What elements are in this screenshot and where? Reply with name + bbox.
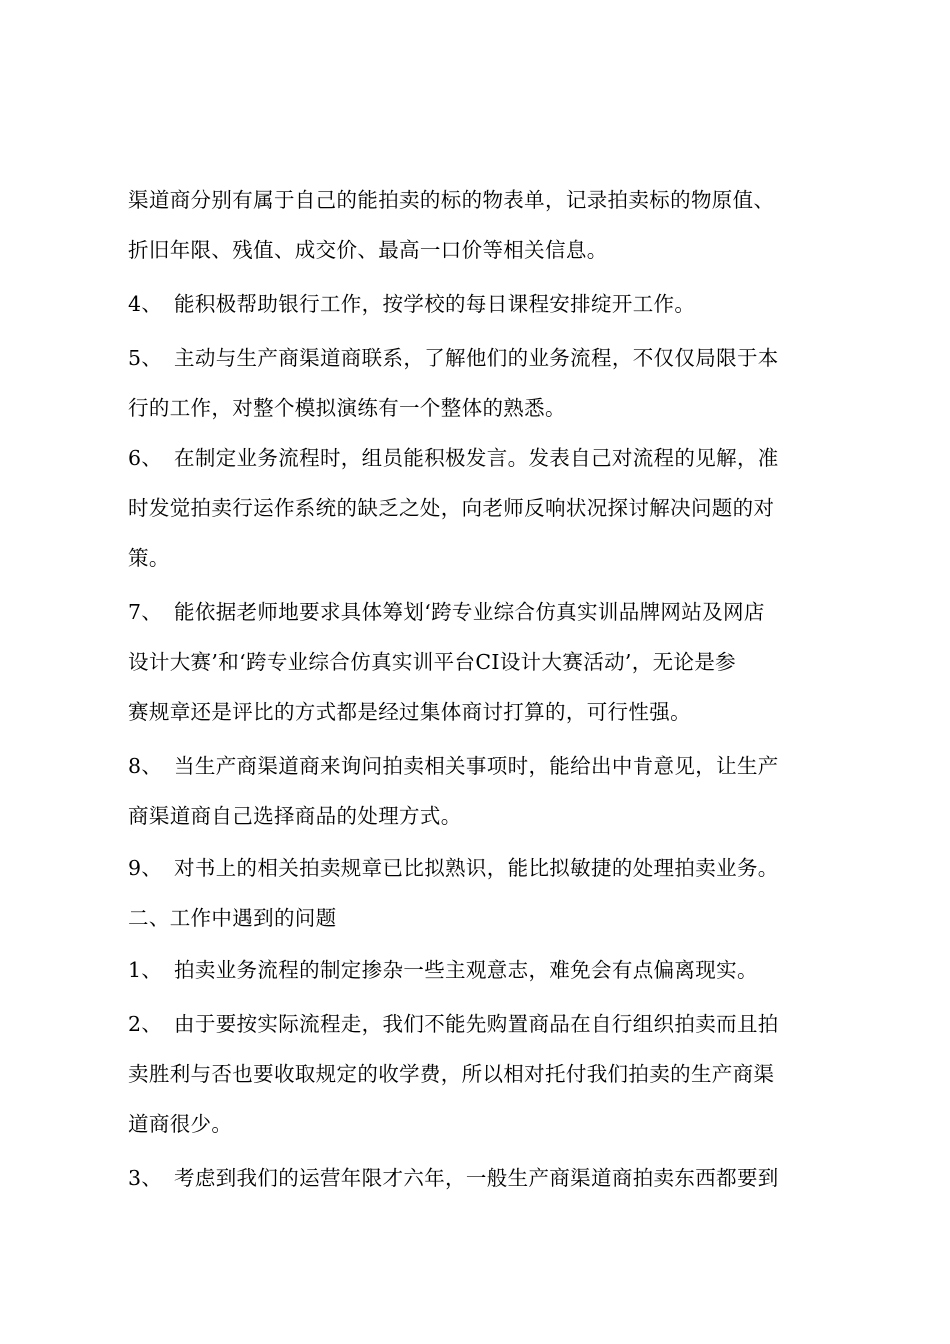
paragraph-line: 渠道商分别有属于自己的能拍卖的标的物表单，记录拍卖标的物原值、: [128, 188, 775, 212]
paragraph-line: 折旧年限、残值、成交价、最高一口价等相关信息。: [128, 238, 608, 262]
list-item-text: 由于要按实际流程走，我们不能先购置商品在自行组织拍卖而且拍: [174, 1012, 779, 1036]
list-item-text: 能积极帮助银行工作，按学校的每日课程安排绽开工作。: [174, 292, 696, 316]
list-item-text: 能依据老师地要求具体筹划‘跨专业综合仿真实训品牌网站及网店: [174, 600, 765, 624]
list-item-text: 行的工作，对整个模拟演练有一个整体的熟悉。: [128, 396, 566, 420]
list-item-7: [128, 598, 828, 626]
list-number: 5、: [128, 346, 163, 370]
list-number: 7、: [128, 600, 163, 624]
list-item-text: 当生产商渠道商来询问拍卖相关事项时，能给出中肯意见，让生产: [174, 754, 779, 778]
list-item-text: 商渠道商自己选择商品的处理方式。: [128, 804, 462, 828]
list-item-4: [128, 290, 828, 318]
list-item-3: [128, 1164, 828, 1192]
list-number: 8、: [128, 754, 163, 778]
list-item-2: [128, 1010, 828, 1038]
list-number: 1、: [128, 958, 163, 982]
list-item-text: 道商很少。: [128, 1112, 233, 1136]
list-number: 9、: [128, 856, 163, 880]
list-item-9: [128, 854, 828, 882]
list-item-text: 主动与生产商渠道商联系，了解他们的业务流程，不仅仅局限于本: [174, 346, 779, 370]
list-item-1: [128, 956, 828, 984]
section-heading: 二、工作中遇到的问题: [128, 906, 337, 930]
list-item-text: 赛规章还是评比的方式都是经过集体商讨打算的，可行性强。: [128, 700, 691, 724]
list-item-5: [128, 344, 828, 372]
list-number: 4、: [128, 292, 163, 316]
list-item-text: 策。: [128, 546, 170, 570]
list-number: 2、: [128, 1012, 163, 1036]
list-item-6: [128, 444, 828, 472]
list-item-text: 在制定业务流程时，组员能积极发言。发表自己对流程的见解，准: [174, 446, 779, 470]
list-item-text: 卖胜利与否也要收取规定的收学费，所以相对托付我们拍卖的生产商渠: [128, 1062, 775, 1086]
list-number: 3、: [128, 1166, 163, 1190]
list-item-8: [128, 752, 828, 780]
list-item-text: 设计大赛’和‘跨专业综合仿真实训平台CI设计大赛活动’，无论是参: [128, 650, 737, 674]
list-item-text: 考虑到我们的运营年限才六年，一般生产商渠道商拍卖东西都要到: [174, 1166, 779, 1190]
list-item-text: 拍卖业务流程的制定掺杂一些主观意志，难免会有点偏离现实。: [174, 958, 758, 982]
list-item-text: 对书上的相关拍卖规章已比拟熟识，能比拟敏捷的处理拍卖业务。: [174, 856, 779, 880]
list-item-text: 时发觉拍卖行运作系统的缺乏之处，向老师反响状况探讨解决问题的对: [128, 496, 775, 520]
list-number: 6、: [128, 446, 163, 470]
